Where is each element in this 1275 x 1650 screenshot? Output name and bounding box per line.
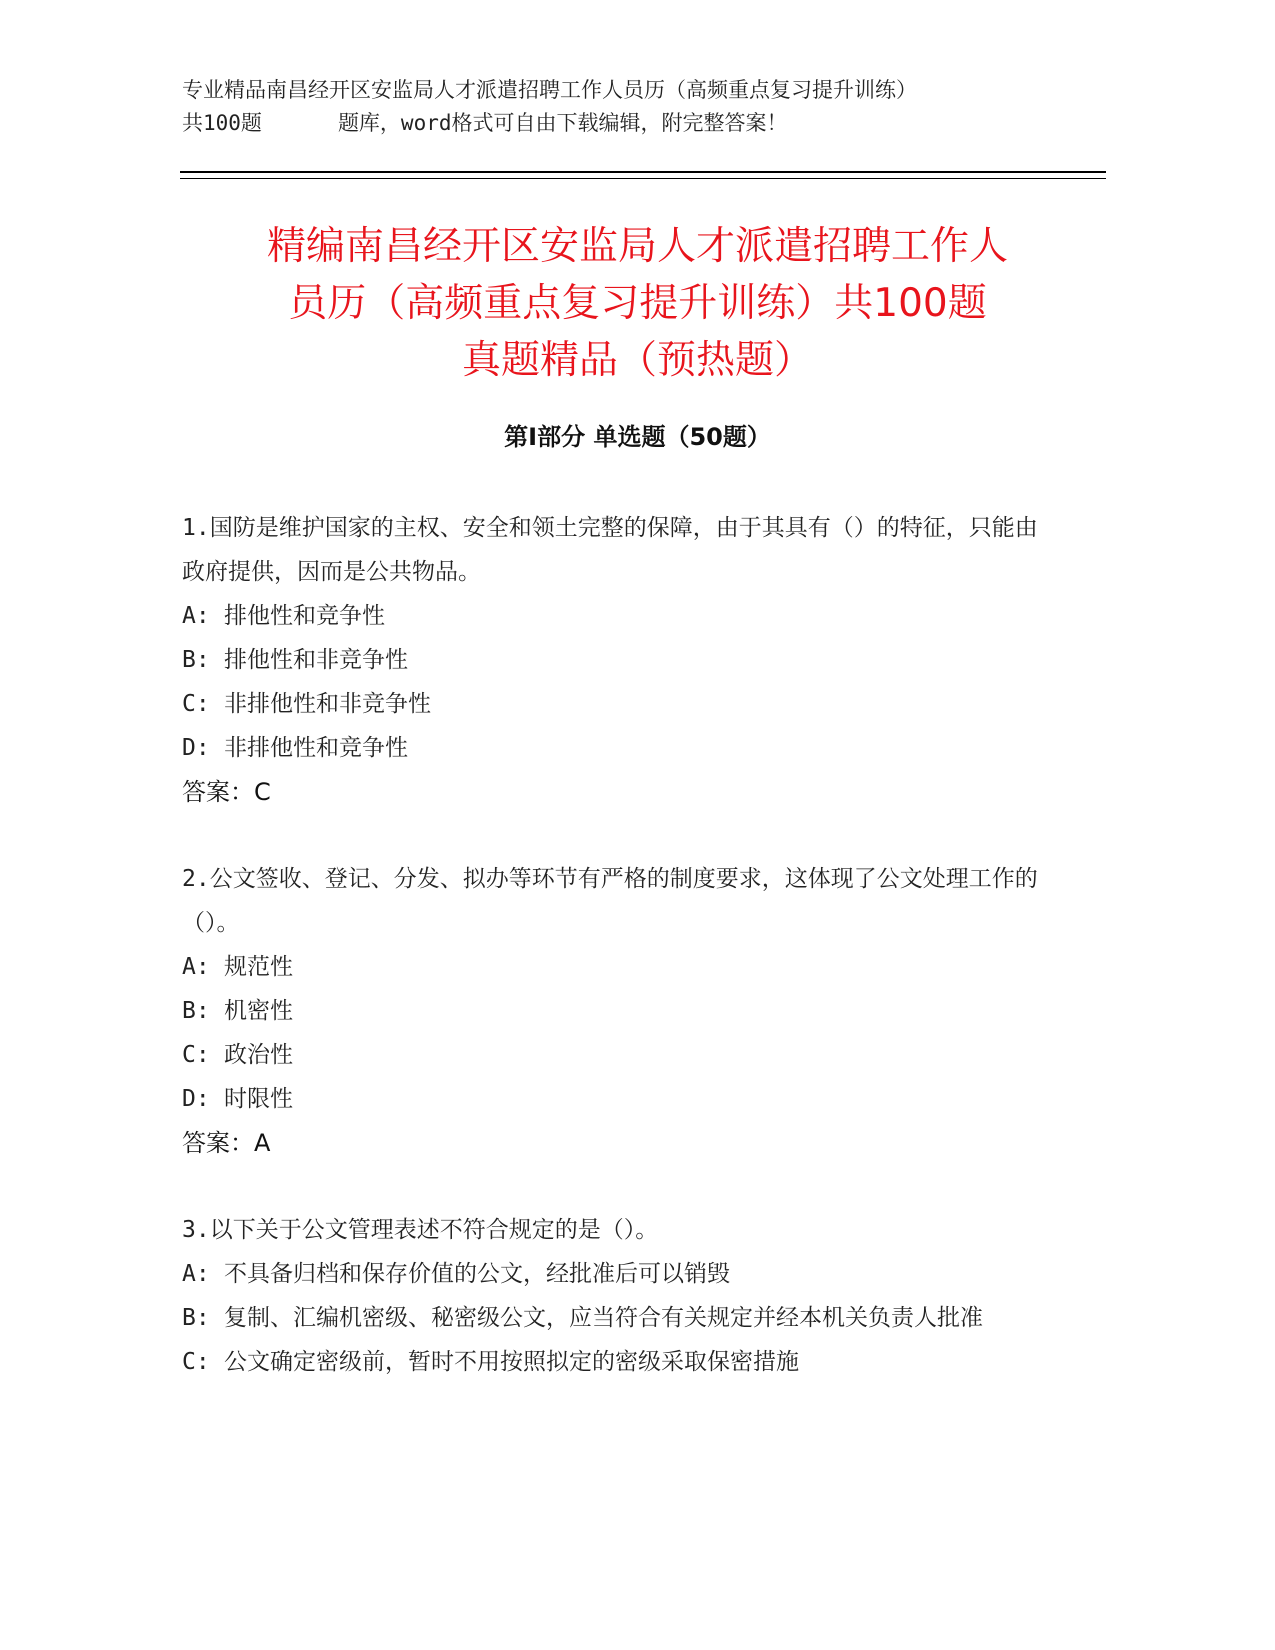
- title-line-1: 精编南昌经开区安监局人才派遣招聘工作人: [266, 224, 1008, 269]
- option-letter: A:: [182, 1261, 210, 1287]
- option-a: [182, 945, 1042, 989]
- option-letter: C:: [182, 1349, 210, 1375]
- option-b: [182, 638, 1042, 682]
- document-title: [150, 218, 1125, 389]
- section-title: 第I部分 单选题（50题）: [504, 423, 771, 451]
- question-text: 2.公文签收、登记、分发、拟办等环节有严格的制度要求，这体现了公文处理工作的（）。: [182, 866, 1038, 936]
- option-letter: A:: [182, 954, 210, 980]
- option-c: [182, 1340, 1042, 1384]
- page-header: [182, 74, 1102, 140]
- header-note: 题库，word格式可自由下载编辑，附完整答案！: [337, 111, 788, 135]
- option-letter: B:: [182, 998, 210, 1024]
- title-line-3: 真题精品（预热题）: [461, 338, 813, 383]
- option-text: 排他性和竞争性: [224, 603, 385, 629]
- option-text: 机密性: [224, 998, 293, 1024]
- option-text: 不具备归档和保存价值的公文，经批准后可以销毁: [224, 1261, 730, 1287]
- option-letter: D:: [182, 735, 210, 761]
- header-line-2: [182, 107, 1102, 140]
- header-count: 共100题: [182, 111, 262, 135]
- option-b: [182, 989, 1042, 1033]
- header-rule-thin: [180, 178, 1106, 179]
- question-3: [182, 1208, 1042, 1384]
- option-letter: C:: [182, 1042, 210, 1068]
- option-d: [182, 1077, 1042, 1121]
- question-2: [182, 857, 1042, 1165]
- answer-line: 答案：C: [182, 778, 271, 806]
- option-c: [182, 682, 1042, 726]
- header-rule-thick: [180, 171, 1106, 173]
- question-list: [182, 506, 1042, 1427]
- option-a: [182, 1252, 1042, 1296]
- title-line-2: 员历（高频重点复习提升训练）共100题: [288, 281, 987, 326]
- option-letter: C:: [182, 691, 210, 717]
- option-a: [182, 594, 1042, 638]
- option-d: [182, 726, 1042, 770]
- option-text: 公文确定密级前，暂时不用按照拟定的密级采取保密措施: [224, 1349, 799, 1375]
- option-text: 复制、汇编机密级、秘密级公文，应当符合有关规定并经本机关负责人批准: [224, 1305, 983, 1331]
- option-text: 非排他性和竞争性: [224, 735, 408, 761]
- option-letter: B:: [182, 647, 210, 673]
- option-letter: D:: [182, 1086, 210, 1112]
- option-letter: A:: [182, 603, 210, 629]
- option-letter: B:: [182, 1305, 210, 1331]
- option-b: [182, 1296, 1042, 1340]
- answer-line: 答案：A: [182, 1129, 271, 1157]
- question-text: 3.以下关于公文管理表述不符合规定的是（）。: [182, 1217, 659, 1243]
- option-text: 排他性和非竞争性: [224, 647, 408, 673]
- option-text: 非排他性和非竞争性: [224, 691, 431, 717]
- option-c: [182, 1033, 1042, 1077]
- option-text: 规范性: [224, 954, 293, 980]
- option-text: 时限性: [224, 1086, 293, 1112]
- option-text: 政治性: [224, 1042, 293, 1068]
- question-1: [182, 506, 1042, 814]
- header-line-1: 专业精品南昌经开区安监局人才派遣招聘工作人员历（高频重点复习提升训练）: [182, 78, 917, 102]
- question-text: 1.国防是维护国家的主权、安全和领土完整的保障，由于其具有（）的特征，只能由政府提供，因而是公共物品。: [182, 515, 1038, 585]
